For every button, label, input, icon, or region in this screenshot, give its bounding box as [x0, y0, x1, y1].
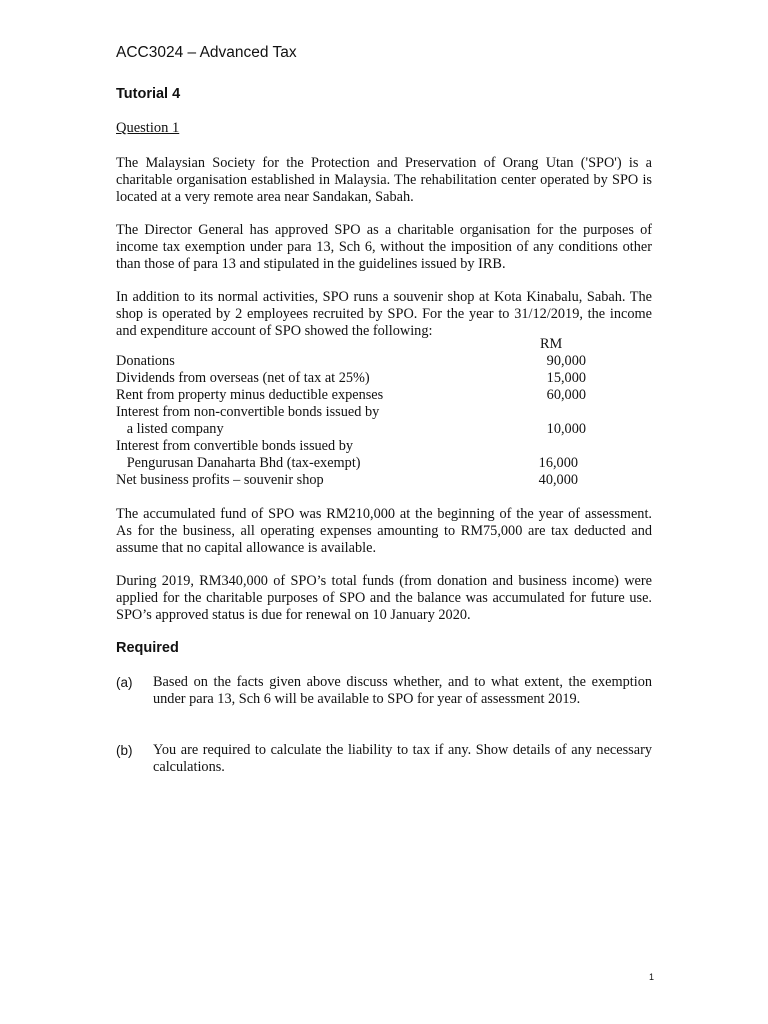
table-row: [116, 455, 586, 472]
row-value: 40,000: [538, 472, 578, 488]
souvenir-shop-paragraph: In addition to its normal activities, SPO runs a souvenir shop at Kota Kinabalu, Sabah. The shop is operated by 2 employees recruited by SPO. For the year to 31/12/2019, the income and expenditure account of SPO showed the following:: [116, 289, 652, 339]
approval-paragraph: The Director General has approved SPO as a charitable organisation for the purposes of income tax exemption under para 13, Sch 6, without the imposition of any conditions other than those of para 13 and stipulated in the guidelines issued by IRB.: [116, 222, 652, 272]
intro-paragraph: The Malaysian Society for the Protection and Preservation of Orang Utan ('SPO') is a charitable organisation established in Malaysia. The rehabilitation center operated by SPO is located at a very remote area near Sandakan, Sabah.: [116, 155, 652, 205]
course-title: ACC3024 – Advanced Tax: [116, 44, 297, 61]
required-item-b: [116, 742, 652, 776]
row-label: Net business profits – souvenir shop: [116, 472, 324, 488]
accumulated-fund-paragraph: The accumulated fund of SPO was RM210,000 at the beginning of the year of assessment. As for the business, all operating expenses amounting to RM75,000 are tax deducted and assume that no capital allowance is available.: [116, 506, 652, 556]
row-value: 16,000: [538, 455, 578, 471]
table-row: [116, 438, 586, 455]
currency-column-header: RM: [540, 336, 563, 352]
row-value: 60,000: [546, 387, 586, 403]
question-heading: Question 1: [116, 120, 180, 136]
row-value: 15,000: [546, 370, 586, 386]
tutorial-title: Tutorial 4: [116, 86, 181, 102]
item-label: (a): [116, 675, 133, 690]
item-label: (b): [116, 743, 133, 758]
row-label: a listed company: [116, 421, 224, 437]
row-label: Dividends from overseas (net of tax at 25%): [116, 370, 370, 386]
table-row: [116, 472, 586, 489]
row-value: 90,000: [546, 353, 586, 369]
table-row: [116, 353, 586, 370]
item-text: Based on the facts given above discuss whether, and to what extent, the exemption under para 13, Sch 6 will be available to SPO for year of assessment 2019.: [153, 674, 652, 707]
row-label: Pengurusan Danaharta Bhd (tax-exempt): [116, 455, 361, 471]
table-row: [116, 387, 586, 404]
item-text: You are required to calculate the liability to tax if any. Show details of any necessary calculations.: [153, 742, 652, 775]
required-item-a: [116, 674, 652, 708]
funds-applied-paragraph: During 2019, RM340,000 of SPO’s total funds (from donation and business income) were applied for the charitable purposes of SPO and the balance was accumulated for future use. SPO’s approved status is due for renewal on 10 January 2020.: [116, 573, 652, 623]
row-label: Interest from convertible bonds issued by: [116, 438, 354, 454]
table-row: [116, 404, 586, 421]
row-value: [516, 438, 586, 455]
page-number: 1: [649, 972, 655, 982]
row-label: Donations: [116, 353, 175, 369]
income-expenditure-table: [116, 353, 586, 489]
table-row: [116, 421, 586, 438]
table-row: [116, 370, 586, 387]
row-value: 10,000: [546, 421, 586, 437]
required-heading: Required: [116, 640, 179, 656]
row-value: [516, 404, 586, 421]
row-label: Rent from property minus deductible expenses: [116, 387, 384, 403]
row-label: Interest from non-convertible bonds issued by: [116, 404, 380, 420]
